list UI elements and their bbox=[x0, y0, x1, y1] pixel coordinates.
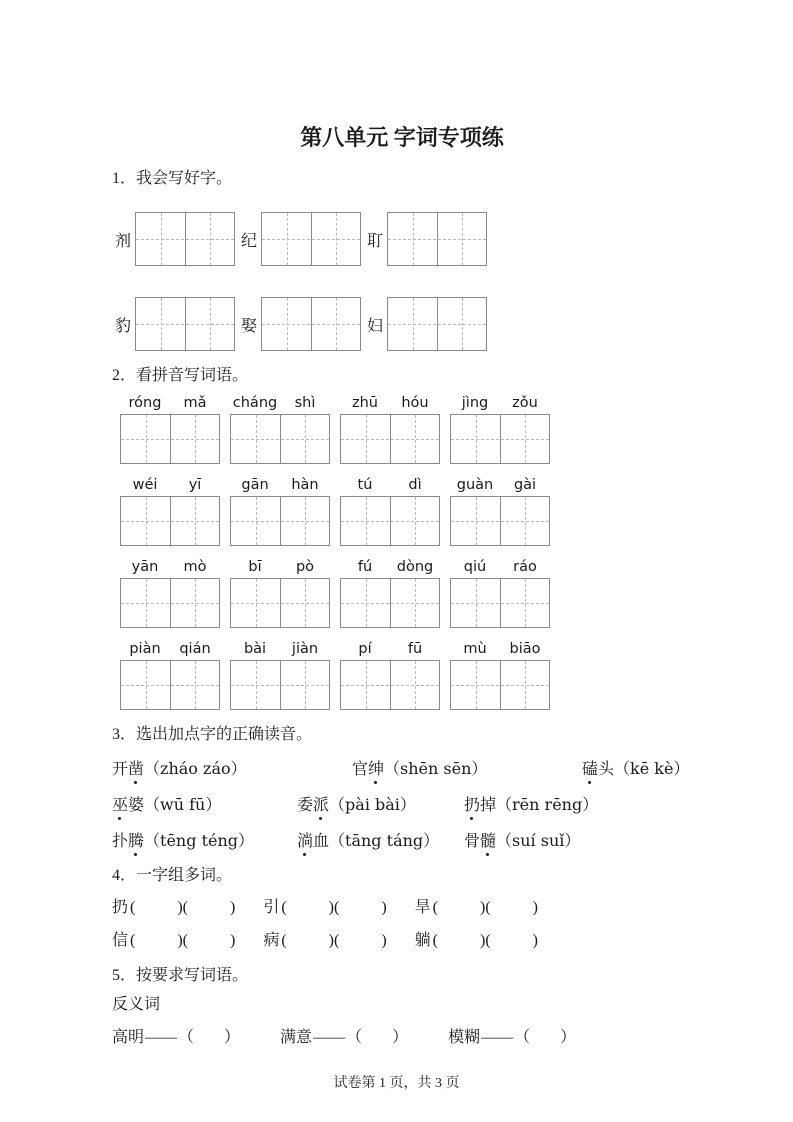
pinyin-labels bbox=[120, 642, 220, 660]
antonym-item bbox=[112, 1027, 240, 1049]
target-word bbox=[464, 833, 496, 850]
pinyin-choices[interactable]: （wū fū） bbox=[144, 795, 222, 814]
writing-grid bbox=[340, 414, 440, 464]
pinyin-choices[interactable]: （pài bài） bbox=[329, 795, 416, 814]
answer-blank[interactable] bbox=[334, 930, 387, 952]
pinyin-word-group bbox=[120, 560, 220, 628]
open-paren: （ bbox=[346, 1029, 363, 1046]
pronunciation-item bbox=[464, 830, 580, 853]
target-word bbox=[464, 797, 496, 814]
antonym-item bbox=[280, 1027, 408, 1049]
close-paren: ) bbox=[328, 932, 334, 949]
writing-cell[interactable] bbox=[437, 213, 486, 265]
word-character: 掉 bbox=[480, 797, 497, 814]
pronunciation-line bbox=[112, 830, 692, 853]
pinyin-grid-row bbox=[120, 560, 692, 628]
writing-cell[interactable] bbox=[311, 298, 360, 350]
writing-cell[interactable] bbox=[500, 415, 549, 463]
word-character: 扑 bbox=[112, 833, 129, 850]
target-word bbox=[582, 761, 614, 778]
pinyin-syllable: zǒu bbox=[512, 395, 538, 411]
pinyin-syllable: zhū bbox=[352, 395, 378, 411]
target-word bbox=[352, 761, 384, 778]
pinyin-choices[interactable]: （suí suǐ） bbox=[496, 831, 581, 850]
pinyin-word-group bbox=[120, 642, 220, 710]
pinyin-syllable: qián bbox=[179, 641, 211, 657]
writing-grid bbox=[230, 660, 330, 710]
antonym-subheading: 反义词 bbox=[112, 996, 161, 1013]
pinyin-syllable: ráo bbox=[513, 559, 537, 575]
pinyin-syllable: mò bbox=[183, 559, 207, 575]
word-building-item bbox=[263, 897, 386, 919]
close-paren: ) bbox=[177, 899, 183, 916]
pinyin-syllable: cháng bbox=[232, 395, 278, 411]
writing-cell[interactable] bbox=[121, 497, 170, 545]
writing-grid bbox=[120, 578, 220, 628]
dotted-character: 扔 bbox=[464, 795, 480, 817]
pinyin-grid-row bbox=[120, 642, 692, 710]
character-grid-group bbox=[115, 297, 235, 351]
pinyin-labels bbox=[120, 478, 220, 496]
pinyin-word-group bbox=[340, 560, 440, 628]
writing-grid bbox=[450, 578, 550, 628]
close-paren: ) bbox=[230, 899, 236, 916]
pinyin-grid-row bbox=[120, 478, 692, 546]
writing-cell[interactable] bbox=[500, 497, 549, 545]
pinyin-word-group bbox=[340, 642, 440, 710]
writing-cell[interactable] bbox=[185, 298, 234, 350]
writing-grid bbox=[387, 212, 487, 266]
answer-blank[interactable] bbox=[183, 930, 236, 952]
pinyin-syllable: guàn bbox=[456, 477, 494, 493]
writing-cell[interactable] bbox=[136, 213, 185, 265]
writing-cell[interactable] bbox=[390, 497, 439, 545]
writing-grid bbox=[230, 578, 330, 628]
pinyin-word-group bbox=[340, 478, 440, 546]
pinyin-labels bbox=[340, 560, 440, 578]
writing-grid bbox=[340, 578, 440, 628]
page-title: 第八单元 字词专项练 bbox=[300, 125, 504, 150]
character-grid-group bbox=[367, 212, 487, 266]
open-paren: ( bbox=[281, 932, 287, 949]
writing-cell[interactable] bbox=[341, 497, 390, 545]
practice-character: 纪 bbox=[241, 232, 258, 250]
pinyin-word-group bbox=[450, 396, 550, 464]
writing-cell[interactable] bbox=[451, 661, 500, 709]
writing-cell[interactable] bbox=[280, 661, 329, 709]
writing-cell[interactable] bbox=[231, 497, 280, 545]
pinyin-syllable: dì bbox=[408, 477, 422, 493]
writing-grid bbox=[230, 414, 330, 464]
answer-blank[interactable] bbox=[514, 1029, 576, 1046]
writing-cell[interactable] bbox=[390, 579, 439, 627]
question-3-label: 3．选出加点字的正确读音。 bbox=[112, 726, 313, 743]
page-footer: 试卷第 1 页，共 3 页 bbox=[333, 1076, 460, 1091]
close-paren: ） bbox=[560, 1029, 577, 1046]
pinyin-syllable: yān bbox=[131, 559, 159, 575]
question-1-label: 1．我会写好字。 bbox=[112, 170, 233, 187]
character-grid-group bbox=[367, 297, 487, 351]
writing-cell[interactable] bbox=[262, 298, 311, 350]
open-paren: ( bbox=[432, 899, 438, 916]
pinyin-labels bbox=[120, 396, 220, 414]
pronunciation-item bbox=[297, 830, 464, 853]
dotted-character: 派 bbox=[313, 795, 329, 817]
pinyin-word-group bbox=[450, 560, 550, 628]
dotted-character: 淌 bbox=[297, 831, 313, 853]
close-paren: ) bbox=[381, 899, 387, 916]
practice-character: 豹 bbox=[115, 317, 132, 335]
writing-cell[interactable] bbox=[500, 661, 549, 709]
character-grid-group bbox=[241, 297, 361, 351]
writing-grid bbox=[261, 297, 361, 351]
word-building-item bbox=[112, 897, 235, 919]
pronunciation-line bbox=[112, 758, 692, 781]
answer-blank[interactable] bbox=[485, 897, 538, 919]
pinyin-syllable: biāo bbox=[509, 641, 541, 657]
pinyin-syllable: mǎ bbox=[183, 395, 207, 411]
word-building-item bbox=[415, 897, 538, 919]
writing-grid bbox=[340, 660, 440, 710]
writing-cell[interactable] bbox=[262, 213, 311, 265]
pinyin-syllable: qiú bbox=[463, 559, 487, 575]
answer-blank[interactable] bbox=[178, 1029, 240, 1046]
pinyin-syllable: jìng bbox=[461, 395, 489, 411]
pinyin-syllable: jiàn bbox=[291, 641, 319, 657]
pinyin-syllable: bī bbox=[248, 559, 262, 575]
word-character: 婆 bbox=[128, 797, 145, 814]
target-word bbox=[112, 761, 144, 778]
pinyin-labels bbox=[120, 560, 220, 578]
word-building-line bbox=[112, 930, 692, 952]
pinyin-choices[interactable]: （shēn sēn） bbox=[384, 759, 488, 778]
word-character: 骨 bbox=[464, 833, 481, 850]
open-paren: ( bbox=[334, 932, 340, 949]
pinyin-writing-section bbox=[120, 396, 692, 710]
writing-cell[interactable] bbox=[311, 213, 360, 265]
open-paren: ( bbox=[130, 899, 136, 916]
word-character: 头 bbox=[598, 761, 615, 778]
target-word bbox=[112, 833, 144, 850]
close-paren: ） bbox=[224, 1029, 241, 1046]
writing-cell[interactable] bbox=[170, 579, 219, 627]
open-paren: ( bbox=[182, 899, 188, 916]
close-paren: ) bbox=[328, 899, 334, 916]
character-grid-group bbox=[241, 212, 361, 266]
pinyin-labels bbox=[230, 642, 330, 660]
writing-grid bbox=[135, 212, 235, 266]
pinyin-word-group bbox=[120, 478, 220, 546]
close-paren: ) bbox=[381, 932, 387, 949]
answer-blank[interactable] bbox=[183, 897, 236, 919]
close-paren: ) bbox=[177, 932, 183, 949]
word-building-section bbox=[112, 897, 692, 952]
target-word bbox=[297, 797, 329, 814]
pinyin-labels bbox=[340, 478, 440, 496]
pinyin-syllable: pò bbox=[295, 559, 315, 575]
writing-grid bbox=[120, 660, 220, 710]
writing-cell[interactable] bbox=[170, 497, 219, 545]
pinyin-syllable: mù bbox=[463, 641, 487, 657]
base-character: 病 bbox=[263, 932, 280, 949]
pinyin-syllable: wéi bbox=[132, 477, 158, 493]
pinyin-grid-row bbox=[120, 396, 692, 464]
open-paren: （ bbox=[178, 1029, 195, 1046]
pinyin-syllable: bài bbox=[243, 641, 267, 657]
pronunciation-item bbox=[297, 794, 464, 817]
word-building-line bbox=[112, 897, 692, 919]
pinyin-word-group bbox=[450, 642, 550, 710]
base-character: 引 bbox=[263, 899, 280, 916]
antonym-section bbox=[112, 1027, 692, 1049]
long-dash: —— bbox=[481, 1029, 514, 1046]
prompt-word: 高明 bbox=[112, 1029, 145, 1046]
pinyin-word-group bbox=[230, 560, 330, 628]
writing-grid bbox=[450, 414, 550, 464]
answer-blank[interactable] bbox=[485, 930, 538, 952]
writing-cell[interactable] bbox=[388, 213, 437, 265]
base-character: 躺 bbox=[414, 932, 431, 949]
writing-cell[interactable] bbox=[121, 661, 170, 709]
pronunciation-line bbox=[112, 794, 692, 817]
pinyin-choices[interactable]: （kē kè） bbox=[614, 759, 690, 778]
writing-cell[interactable] bbox=[280, 579, 329, 627]
pronunciation-item bbox=[352, 758, 582, 781]
pinyin-syllable: fú bbox=[357, 559, 373, 575]
writing-cell[interactable] bbox=[451, 579, 500, 627]
writing-cell[interactable] bbox=[341, 579, 390, 627]
writing-cell[interactable] bbox=[437, 298, 486, 350]
writing-cell[interactable] bbox=[451, 415, 500, 463]
pinyin-syllable: hóu bbox=[401, 395, 429, 411]
answer-blank[interactable] bbox=[130, 930, 183, 952]
pinyin-word-group bbox=[450, 478, 550, 546]
question-5-label: 5．按要求写词语。 bbox=[112, 967, 249, 984]
word-building-item bbox=[112, 930, 235, 952]
open-paren: （ bbox=[514, 1029, 531, 1046]
answer-blank[interactable] bbox=[334, 897, 387, 919]
writing-cell[interactable] bbox=[231, 579, 280, 627]
pinyin-labels bbox=[230, 560, 330, 578]
writing-grid bbox=[120, 414, 220, 464]
dotted-character: 凿 bbox=[128, 759, 144, 781]
open-paren: ( bbox=[485, 932, 491, 949]
pinyin-word-group bbox=[230, 478, 330, 546]
practice-character: 妇 bbox=[367, 317, 384, 335]
writing-cell[interactable] bbox=[280, 415, 329, 463]
long-dash: —— bbox=[145, 1029, 178, 1046]
pinyin-syllable: gān bbox=[241, 477, 269, 493]
pronunciation-item bbox=[112, 758, 352, 781]
pinyin-syllable: gài bbox=[513, 477, 537, 493]
writing-grid bbox=[120, 496, 220, 546]
writing-cell[interactable] bbox=[185, 213, 234, 265]
target-word bbox=[297, 833, 329, 850]
pronunciation-item bbox=[464, 794, 598, 817]
pinyin-choices[interactable]: （zháo záo） bbox=[144, 759, 247, 778]
writing-grid bbox=[450, 660, 550, 710]
writing-cell[interactable] bbox=[231, 415, 280, 463]
pinyin-labels bbox=[230, 396, 330, 414]
open-paren: ( bbox=[182, 932, 188, 949]
close-paren: ) bbox=[230, 932, 236, 949]
pronunciation-item bbox=[112, 794, 297, 817]
pronunciation-item bbox=[112, 830, 297, 853]
writing-grid bbox=[387, 297, 487, 351]
pinyin-syllable: hàn bbox=[291, 477, 319, 493]
dotted-character: 腾 bbox=[128, 831, 144, 853]
close-paren: ) bbox=[480, 899, 486, 916]
target-word bbox=[112, 797, 144, 814]
pronunciation-item bbox=[582, 758, 689, 781]
writing-grid bbox=[340, 496, 440, 546]
writing-cell[interactable] bbox=[390, 415, 439, 463]
pinyin-labels bbox=[340, 642, 440, 660]
writing-cell[interactable] bbox=[170, 415, 219, 463]
pinyin-syllable: pí bbox=[358, 641, 372, 657]
pinyin-labels bbox=[450, 642, 550, 660]
pinyin-labels bbox=[450, 478, 550, 496]
writing-grid bbox=[261, 212, 361, 266]
pinyin-syllable: fū bbox=[407, 641, 423, 657]
pinyin-labels bbox=[340, 396, 440, 414]
character-writing-section bbox=[115, 212, 692, 351]
word-building-item bbox=[263, 930, 386, 952]
base-character: 扔 bbox=[112, 899, 129, 916]
close-paren: ) bbox=[532, 899, 538, 916]
pinyin-syllable: yī bbox=[188, 477, 202, 493]
answer-blank[interactable] bbox=[281, 897, 334, 919]
answer-blank[interactable] bbox=[433, 930, 486, 952]
word-building-item bbox=[415, 930, 538, 952]
word-character: 委 bbox=[297, 797, 314, 814]
pinyin-word-group bbox=[230, 396, 330, 464]
pinyin-choices[interactable]: （tāng táng） bbox=[329, 831, 440, 850]
dotted-character: 巫 bbox=[112, 795, 128, 817]
long-dash: —— bbox=[313, 1029, 346, 1046]
dotted-character: 绅 bbox=[368, 759, 384, 781]
practice-character: 娶 bbox=[241, 317, 258, 335]
prompt-word: 模糊 bbox=[448, 1029, 481, 1046]
writing-cell[interactable] bbox=[341, 415, 390, 463]
character-grid-row bbox=[115, 297, 692, 351]
pinyin-labels bbox=[450, 396, 550, 414]
open-paren: ( bbox=[432, 932, 438, 949]
open-paren: ( bbox=[130, 932, 136, 949]
pronunciation-section bbox=[112, 758, 692, 853]
word-character: 开 bbox=[112, 761, 129, 778]
pinyin-choices[interactable]: （tēng téng） bbox=[144, 831, 255, 850]
character-grid-row bbox=[115, 212, 692, 266]
pinyin-word-group bbox=[340, 396, 440, 464]
open-paren: ( bbox=[334, 899, 340, 916]
writing-cell[interactable] bbox=[231, 661, 280, 709]
writing-cell[interactable] bbox=[121, 579, 170, 627]
antonym-item bbox=[448, 1027, 576, 1049]
pinyin-word-group bbox=[230, 642, 330, 710]
page-content bbox=[112, 0, 692, 1049]
answer-blank[interactable] bbox=[433, 897, 486, 919]
base-character: 信 bbox=[112, 932, 129, 949]
pinyin-syllable: piàn bbox=[129, 641, 161, 657]
writing-grid bbox=[135, 297, 235, 351]
pinyin-labels bbox=[230, 478, 330, 496]
pinyin-labels bbox=[450, 560, 550, 578]
question-2-label: 2．看拼音写词语。 bbox=[112, 367, 249, 384]
close-paren: ） bbox=[392, 1029, 409, 1046]
practice-character: 剂 bbox=[115, 232, 132, 250]
question-4-label: 4．一字组多词。 bbox=[112, 867, 233, 884]
writing-cell[interactable] bbox=[388, 298, 437, 350]
writing-cell[interactable] bbox=[500, 579, 549, 627]
word-character: 官 bbox=[352, 761, 369, 778]
pinyin-word-group bbox=[120, 396, 220, 464]
writing-grid bbox=[450, 496, 550, 546]
open-paren: ( bbox=[281, 899, 287, 916]
writing-cell[interactable] bbox=[121, 415, 170, 463]
writing-cell[interactable] bbox=[170, 661, 219, 709]
writing-cell[interactable] bbox=[390, 661, 439, 709]
writing-cell[interactable] bbox=[280, 497, 329, 545]
dotted-character: 磕 bbox=[582, 759, 598, 781]
answer-blank[interactable] bbox=[346, 1029, 408, 1046]
writing-cell[interactable] bbox=[451, 497, 500, 545]
writing-cell[interactable] bbox=[341, 661, 390, 709]
practice-character: 耵 bbox=[367, 232, 384, 250]
pinyin-syllable: shì bbox=[294, 395, 316, 411]
character-grid-group bbox=[115, 212, 235, 266]
pinyin-syllable: tú bbox=[357, 477, 373, 493]
answer-blank[interactable] bbox=[281, 930, 334, 952]
writing-cell[interactable] bbox=[136, 298, 185, 350]
word-character: 血 bbox=[313, 833, 330, 850]
close-paren: ) bbox=[480, 932, 486, 949]
prompt-word: 满意 bbox=[280, 1029, 313, 1046]
pinyin-syllable: róng bbox=[128, 395, 162, 411]
writing-grid bbox=[230, 496, 330, 546]
close-paren: ) bbox=[532, 932, 538, 949]
pinyin-syllable: dòng bbox=[396, 559, 434, 575]
pinyin-choices[interactable]: （rēn rēng） bbox=[496, 795, 599, 814]
dotted-character: 髓 bbox=[480, 831, 496, 853]
open-paren: ( bbox=[485, 899, 491, 916]
base-character: 旱 bbox=[414, 899, 431, 916]
answer-blank[interactable] bbox=[130, 897, 183, 919]
